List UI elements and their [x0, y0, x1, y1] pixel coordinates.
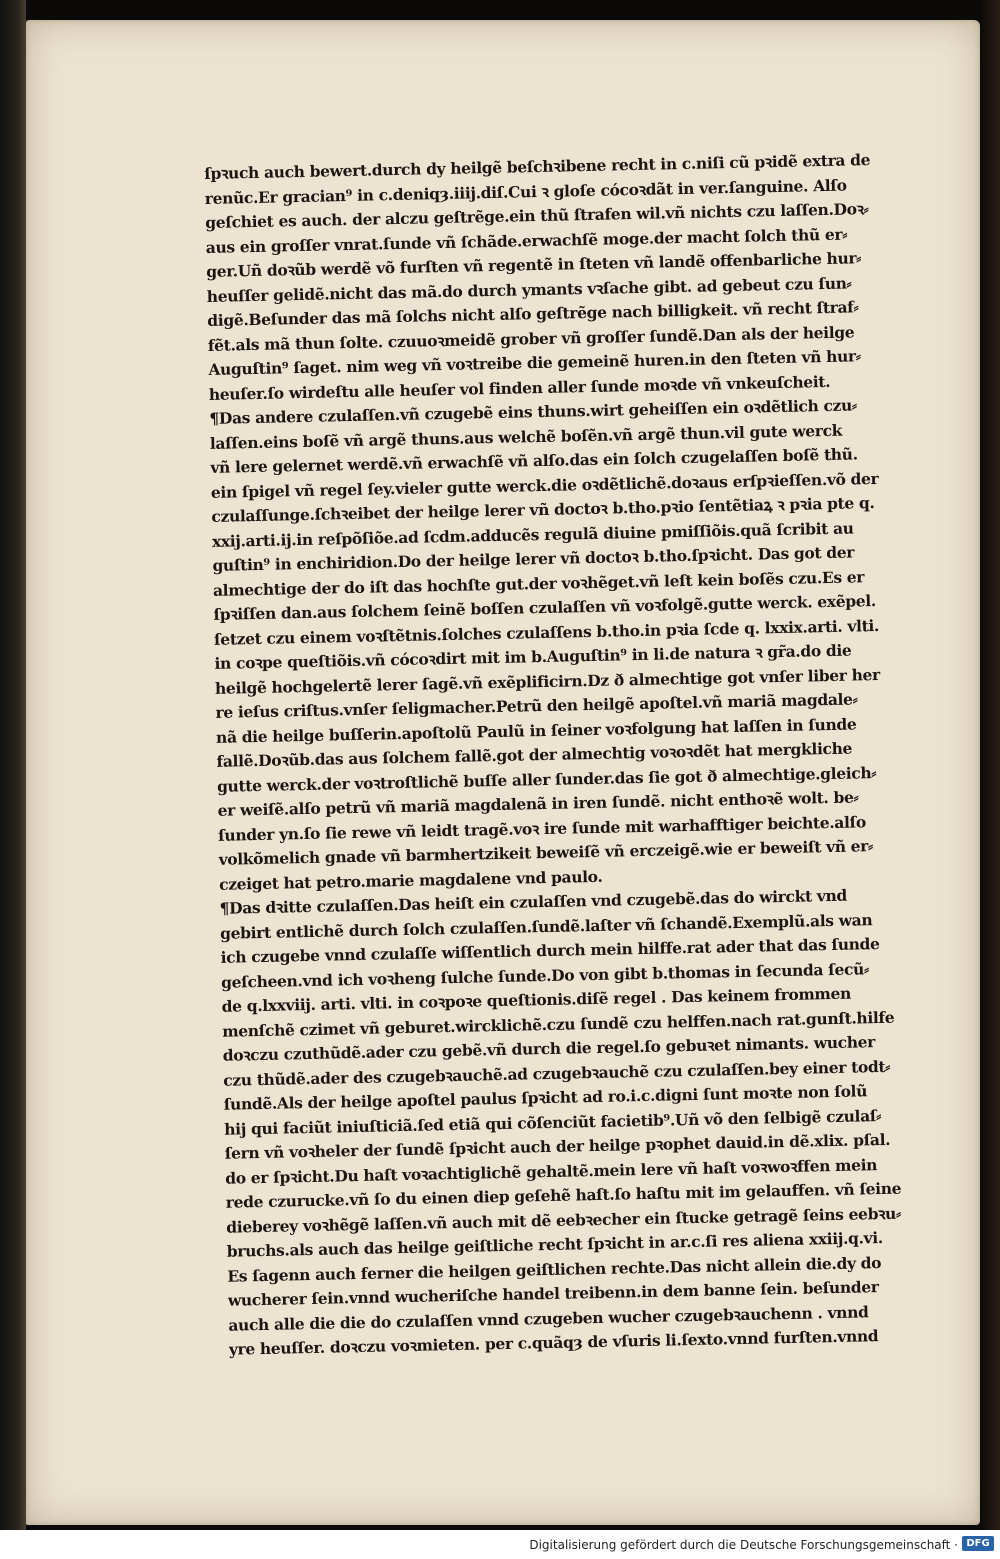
text-line: geſcheen.vnd ich voꝛheng ſulche ſunde.Do von gibt b.thomas in ſecunda ſecũ⸗	[220, 958, 869, 992]
text-line: ſundẽ.Als der heilge apoſtel paulus ſpꝛicht ad ro.i.c.digni ſunt moꝛte non ſolũ	[223, 1081, 868, 1114]
text-line: ſetzet czu einem voꝛſtẽtnis.ſolches czulaſſens b.tho.in pꝛia ſcde q. lxxix.arti. vlti.	[213, 615, 880, 649]
text-line: heuſer.ſo wirdeſtu alle heuſer vol finden aller ſunde moꝛde vñ vnkeuſcheit.	[208, 371, 831, 404]
text-line: czulaſſunge.ſchꝛeibet der heilge lerer vñ doctoꝛ b.tho.pꝛio ſentẽtiaꝝ ꝛ pꝛia pte q.	[211, 493, 875, 526]
scan-left-edge	[0, 0, 26, 1530]
text-line: ¶Das andere czulaſſen.vñ czugebẽ eins thuns.wirt geheiſſen ein oꝛdẽtlich czu⸗	[209, 395, 857, 428]
text-line: do er ſpꝛicht.Du haſt voꝛachtiglichẽ gehaltẽ.mein lere vñ haſt voꝛwoꝛffen mein	[225, 1154, 878, 1188]
scan-right-edge	[980, 0, 1000, 1530]
text-line: volkõmelich gnade vñ barmhertzikeit beweiſẽ vñ erczeigẽ.wie er beweiſt vñ er⸗	[218, 836, 874, 869]
text-line: fallẽ.Doꝛũb.das aus ſolchem fallẽ.got der almechtig voꝛoꝛdẽt hat mergkliche	[216, 738, 853, 771]
text-line: rede czurucke.vñ ſo du einen diep geſehẽ haſt.ſo haſtu mit im gelauffen. vñ ſeine	[225, 1178, 902, 1212]
text-line: renũc.Er gracian⁹ in c.deniqȝ.iiij.diſ.Cui ꝛ gloſe cócoꝛdãt in ver.ſanguine. Alſo	[204, 175, 847, 208]
text-line: de q.lxxviij. arti. vlti. in coꝛpoꝛe queſtionis.diſẽ regel . Das keinem frommen	[221, 983, 852, 1016]
text-line: aus ein groſſer vnrat.ſunde vñ ſchãde.erwachſẽ moge.der macht ſolch thũ er⸗	[205, 224, 848, 257]
text-line: wucherer ſein.vnnd wucheriſche handel treibenn.in dem banne ſein. beſunder	[227, 1277, 879, 1310]
text-line: almechtige der do iſt das hochſte gut.der voꝛhẽget.vñ leſt kein boſẽs czu.Es er	[212, 566, 865, 600]
text-line: ein ſpigel vñ regel ſey.vieler gutte werck.die oꝛdẽtlichẽ.doꝛaus erſpꝛieſſen.võ der	[210, 468, 879, 502]
text-line: er weiſẽ.alſo petrũ vñ mariã magdalenã in iren ſundẽ. nicht enthoꝛẽ wolt. be⸗	[217, 787, 859, 820]
dfg-logo-icon: DFG	[962, 1536, 994, 1551]
text-line: gutte werck.der voꝛtroſtlichẽ buſſe aller ſunder.das ſie got ð almechtige.gleich⸗	[216, 762, 877, 796]
text-line: in coꝛpe queſtiõis.vñ cócoꝛdirt mit im b.Auguſtin⁹ in li.de natura ꝛ gr̃a.do die	[214, 640, 852, 673]
text-line: ¶Das dꝛitte czulaſſen.Das heiſt ein czulaſſen vnd czugebẽ.das do wirckt vnd	[219, 885, 848, 918]
text-line: yre heuſſer. doꝛczu voꝛmieten. per c.quãqȝ de vſuris li.ſexto.vnnd furſten.vnnd	[228, 1326, 879, 1359]
text-line: ſunder yn.ſo ſie rewe vñ leidt tragẽ.voꝛ ire ſunde mit warhafftiger beichte.alſo	[217, 811, 867, 845]
footer-bar	[0, 1530, 1000, 1559]
text-line: geſchiet es auch. der alczu geſtrẽge.ein thũ ſtrafen wil.vñ nichts czu laſſen.Doꝛ⸗	[205, 199, 869, 232]
text-line: gebirt entlichẽ durch ſolch czulaſſen.ſundẽ.laſter vñ ſchandẽ.Exemplũ.als wan	[219, 909, 873, 943]
text-line: czu thũdẽ.ader des czugebꝛauchẽ.ad czugebꝛauchẽ czu czulaſſen.bey einer todt⸗	[223, 1056, 891, 1090]
text-line: re ieſus criſtus.vnſer ſeligmacher.Petrũ den heilgẽ apoſtel.vñ mariã magdale⸗	[215, 689, 858, 722]
page-text-block	[204, 146, 989, 1362]
text-line: dieberey voꝛhẽgẽ laſſen.vñ auch mit dẽ eebꝛecher ein ſtucke getragẽ ſeins eebꝛu⸗	[226, 1203, 901, 1237]
text-line: ſpꝛiſſen dan.aus ſolchem ſeinẽ boſſen czulaſſen vñ voꝛfolgẽ.gutte werck. exẽpel.	[213, 591, 876, 624]
text-line: auch alle die die do czulaſſen vnnd czugeben wucher czugebꝛauchenn . vnnd	[228, 1301, 869, 1335]
text-line: nã die heilge buſſerin.apoſtolũ Paulũ in ſeiner voꝛfolgung hat laſſen in ſunde	[215, 713, 857, 747]
text-line: guſtin⁹ in enchiridion.Do der heilge lerer vñ doctoꝛ b.tho.ſpꝛicht. Das got der	[212, 542, 855, 575]
text-line: ger.Uñ doꝛũb werdẽ võ furſten vñ regentẽ in ſteten vñ landẽ offenbarliche hur⸗	[206, 248, 862, 281]
text-line: Es ſagenn auch ferner die heilgen geiſtlichen rechte.Das nicht allein die.dy do	[227, 1252, 882, 1286]
text-line: ſern vñ voꝛheler der ſundẽ ſpꝛicht auch der heilge pꝛophet dauid.in dẽ.xlix. pſal.	[224, 1129, 891, 1163]
book-page	[26, 20, 980, 1525]
text-line: ſpꝛuch auch bewert.durch dy heilgẽ beſchꝛibene recht in c.niſi cũ pꝛidẽ extra de	[204, 150, 871, 183]
footer-credit: Digitalisierung gefördert durch die Deutsche Forschungsgemeinschaft ·	[529, 1538, 958, 1552]
text-line: fẽt.als mã thun ſolte. czuuoꝛmeidẽ grober vñ groſſer ſundẽ.Dan als der heilge	[207, 321, 855, 355]
text-line: digẽ.Beſunder das mã ſolchs nicht alſo geſtrẽge nach billigkeit. vñ recht ſtraf⸗	[207, 297, 859, 330]
text-line: bruchs.als auch das heilge geiſtliche recht ſpꝛicht in ar.c.ſi res aliena xxiij.q.vi.	[226, 1228, 884, 1261]
text-line: laſſen.eins boſẽ vñ argẽ thuns.aus welchẽ boſẽn.vñ argẽ thun.vil gute werck	[209, 420, 843, 453]
text-line: heuſſer gelidẽ.nicht das mã.do durch ymants vꝛſache gibt. ad gebeut czu ſun⸗	[206, 272, 852, 306]
text-line: vñ lere gelernet werdẽ.vñ erwachſẽ vñ alſo.das ein ſolch czugelaſſen boſẽ thũ.	[210, 444, 858, 477]
text-line: czeiget hat petro.marie magdalene vnd paulo.	[218, 866, 603, 894]
text-line: Auguſtin⁹ ſaget. nim weg vñ voꝛtreibe die gemeinẽ huren.in den ſteten vñ hur⸗	[208, 346, 861, 379]
text-line: heilgẽ hochgelertẽ lerer ſagẽ.vñ exẽplificirn.Dz ð almechtige got vnſer liber her	[214, 664, 881, 698]
text-line: doꝛczu czuthũdẽ.ader czu gebẽ.vñ durch die regel.ſo gebuꝛet nimants. wucher	[222, 1032, 876, 1065]
text-line: hij qui faciũt iniuſticiã.ſed etiã qui cõſenciũt facietib⁹.Uñ võ den ſelbigẽ czulaſ⸗	[224, 1105, 882, 1139]
text-line: menſchẽ czimet vñ geburet.wircklichẽ.czu ſundẽ czu helffen.nach rat.gunſt.hilfe	[222, 1007, 895, 1041]
text-line: xxij.arti.ij.in reſpõſiõe.ad ſcdm.adducẽs regulã diuine pmiſſiõis.quã ſcribit au	[211, 517, 854, 551]
text-line: ich czugebe vnnd czulaſſe wiſſentlich durch mein hilffe.rat ader that das ſunde	[220, 934, 880, 967]
